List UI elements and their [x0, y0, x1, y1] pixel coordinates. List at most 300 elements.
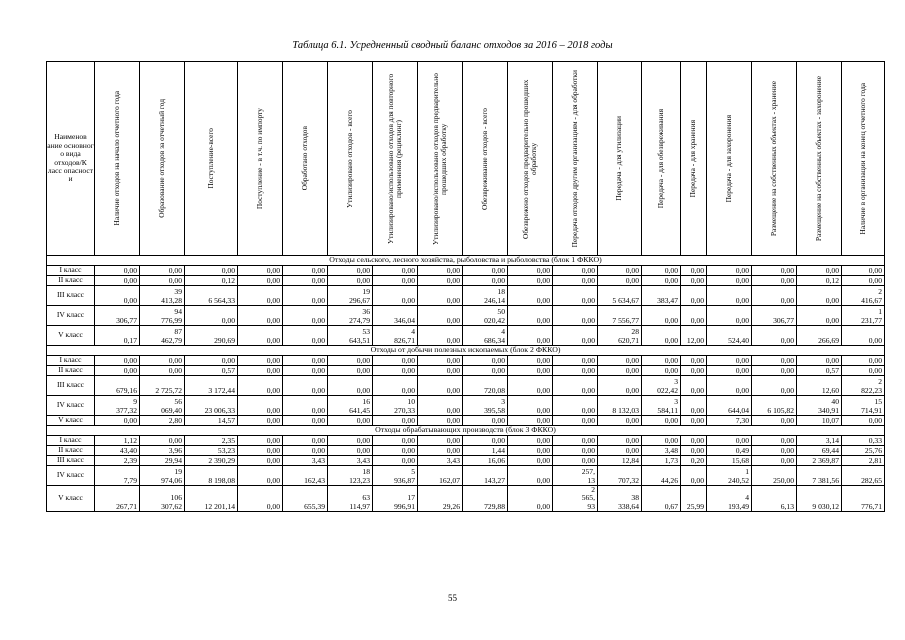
- value-cell: 0,00: [238, 466, 283, 486]
- value-cell: 0,00: [238, 306, 283, 326]
- value-cell: 25,76: [842, 446, 885, 456]
- value-cell: 0,00: [553, 436, 598, 446]
- table-row: [47, 276, 885, 286]
- value-cell: 0,57: [185, 366, 238, 376]
- value-cell: 12,84: [598, 456, 642, 466]
- column-header-text: Передача - для утилизации: [614, 116, 624, 201]
- value-cell: 0,00: [283, 436, 328, 446]
- column-header: [553, 62, 598, 256]
- hazard-class-cell: V класс: [47, 416, 95, 426]
- value-cell: 0,00: [508, 486, 553, 512]
- value-cell: 3 022,42: [642, 376, 681, 396]
- value-cell: 0,00: [463, 356, 508, 366]
- value-cell: 0,00: [283, 356, 328, 366]
- value-cell: 2,81: [842, 456, 885, 466]
- hazard-class-cell: I класс: [47, 436, 95, 446]
- value-cell: 0,00: [95, 356, 140, 366]
- value-cell: 0,00: [508, 446, 553, 456]
- value-cell: 0,00: [508, 396, 553, 416]
- value-cell: 257, 13: [553, 466, 598, 486]
- value-cell: 0,00: [598, 446, 642, 456]
- table-row: [47, 376, 885, 396]
- hazard-class-cell: II класс: [47, 276, 95, 286]
- value-cell: 0,00: [553, 416, 598, 426]
- value-cell: 0,00: [642, 356, 681, 366]
- column-header: [283, 62, 328, 256]
- value-cell: 6 564,33: [185, 286, 238, 306]
- section-label: Отходы обрабатывающих производств (блок 3 ФККО): [47, 426, 885, 436]
- value-cell: 0,00: [508, 366, 553, 376]
- value-cell: 0,00: [185, 266, 238, 276]
- value-cell: 0,00: [373, 266, 418, 276]
- row-label-header: [47, 62, 95, 256]
- value-cell: 3,14: [797, 436, 842, 446]
- value-cell: 0,00: [707, 276, 752, 286]
- value-cell: 0,00: [598, 416, 642, 426]
- value-cell: 0,17: [95, 326, 140, 346]
- value-cell: 15,68: [707, 456, 752, 466]
- column-header-text: Передача отходов другим организациям - для обработки: [569, 69, 579, 248]
- value-cell: 0,00: [681, 366, 707, 376]
- value-cell: 1,73: [642, 456, 681, 466]
- value-cell: 0,00: [95, 366, 140, 376]
- value-cell: 0,00: [373, 286, 418, 306]
- value-cell: 0,00: [418, 306, 463, 326]
- value-cell: 0,00: [681, 286, 707, 306]
- hazard-class-cell: IV класс: [47, 306, 95, 326]
- value-cell: 16 641,45: [328, 396, 373, 416]
- value-cell: 0,00: [752, 436, 797, 446]
- value-cell: 0,00: [418, 376, 463, 396]
- value-cell: 0,00: [681, 266, 707, 276]
- value-cell: 0,00: [283, 326, 328, 346]
- value-cell: 2,80: [140, 416, 185, 426]
- value-cell: 0,00: [752, 376, 797, 396]
- value-cell: 0,00: [418, 286, 463, 306]
- value-cell: 0,00: [373, 366, 418, 376]
- value-cell: 10 270,33: [373, 396, 418, 416]
- page-number: 55: [448, 593, 457, 603]
- value-cell: 0,00: [140, 276, 185, 286]
- value-cell: 0,00: [707, 266, 752, 276]
- column-header: [328, 62, 373, 256]
- value-cell: 15 714,91: [842, 396, 885, 416]
- value-cell: 267,71: [95, 486, 140, 512]
- value-cell: 0,00: [373, 416, 418, 426]
- value-cell: 3 395,58: [463, 396, 508, 416]
- value-cell: 729,88: [463, 486, 508, 512]
- value-cell: 2,39: [95, 456, 140, 466]
- value-cell: 40 340,91: [797, 396, 842, 416]
- value-cell: 63 114,97: [328, 486, 373, 512]
- value-cell: 2,35: [185, 436, 238, 446]
- value-cell: 10,07: [797, 416, 842, 426]
- column-header: [642, 62, 681, 256]
- table-row: [47, 436, 885, 446]
- value-cell: 39 413,28: [140, 286, 185, 306]
- value-cell: 18 246,14: [463, 286, 508, 306]
- hazard-class-cell: IV класс: [47, 466, 95, 486]
- column-header: [95, 62, 140, 256]
- value-cell: 1 231,77: [842, 306, 885, 326]
- value-cell: 0,00: [283, 416, 328, 426]
- table-row: [47, 416, 885, 426]
- value-cell: 0,00: [707, 436, 752, 446]
- column-header-text: Поступление - в т.ч. по импорту: [254, 107, 264, 210]
- row-label-text: Наименов ание основног о вида отходов/К ласс опасност и: [47, 132, 94, 184]
- value-cell: 0,00: [553, 446, 598, 456]
- column-header-text: Поступление-всего: [205, 128, 215, 189]
- value-cell: 25,99: [681, 486, 707, 512]
- value-cell: 2 369,87: [797, 456, 842, 466]
- value-cell: 0,00: [553, 376, 598, 396]
- table-row: [47, 306, 885, 326]
- value-cell: 0,00: [508, 416, 553, 426]
- value-cell: 0,00: [238, 376, 283, 396]
- value-cell: 162,43: [283, 466, 328, 486]
- column-header-text: Передача - для захоронения: [723, 114, 733, 203]
- header-row: [47, 62, 885, 256]
- value-cell: 0,00: [681, 306, 707, 326]
- value-cell: 19 296,67: [328, 286, 373, 306]
- value-cell: 4 686,34: [463, 326, 508, 346]
- value-cell: 0,00: [508, 466, 553, 486]
- value-cell: 0,00: [681, 376, 707, 396]
- value-cell: 266,69: [797, 326, 842, 346]
- column-header-text: Утилизировано/использовано отходов предварительно прошедших обработку: [430, 72, 448, 245]
- value-cell: 0,00: [238, 356, 283, 366]
- value-cell: 0,00: [797, 356, 842, 366]
- value-cell: 0,00: [140, 436, 185, 446]
- hazard-class-cell: II класс: [47, 446, 95, 456]
- value-cell: 0,00: [463, 276, 508, 286]
- value-cell: 0,00: [842, 326, 885, 346]
- value-cell: 0,00: [681, 416, 707, 426]
- column-header: [185, 62, 238, 256]
- value-cell: 0,00: [842, 366, 885, 376]
- value-cell: 0,00: [418, 356, 463, 366]
- table-row: [47, 486, 885, 512]
- column-header-text: Обезвреживание отходов - всего: [479, 107, 489, 210]
- value-cell: 0,00: [328, 266, 373, 276]
- section-row: [47, 346, 885, 356]
- value-cell: 0,00: [642, 266, 681, 276]
- value-cell: 0,00: [373, 436, 418, 446]
- value-cell: 3 172,44: [185, 376, 238, 396]
- column-header-text: Наличие отходов на начало отчетного года: [111, 91, 121, 226]
- value-cell: 0,00: [238, 446, 283, 456]
- value-cell: 0,00: [508, 266, 553, 276]
- value-cell: 0,00: [238, 366, 283, 376]
- value-cell: 0,00: [598, 356, 642, 366]
- column-header: [418, 62, 463, 256]
- value-cell: 17 996,91: [373, 486, 418, 512]
- value-cell: 6 105,82: [752, 396, 797, 416]
- value-cell: 0,00: [238, 436, 283, 446]
- column-header-text: Образование отходов за отчетный год: [156, 99, 166, 218]
- value-cell: 0,00: [598, 266, 642, 276]
- value-cell: 0,00: [681, 436, 707, 446]
- value-cell: 0,00: [418, 266, 463, 276]
- value-cell: 16,06: [463, 456, 508, 466]
- value-cell: 720,08: [463, 376, 508, 396]
- value-cell: 0,00: [642, 326, 681, 346]
- column-header: [598, 62, 642, 256]
- column-header: [373, 62, 418, 256]
- value-cell: 0,00: [553, 266, 598, 276]
- value-cell: 0,00: [508, 276, 553, 286]
- table-row: [47, 356, 885, 366]
- value-cell: 0,00: [373, 356, 418, 366]
- value-cell: 0,00: [463, 366, 508, 376]
- value-cell: 0,00: [418, 326, 463, 346]
- value-cell: 306,77: [752, 306, 797, 326]
- value-cell: 0,00: [328, 366, 373, 376]
- value-cell: 0,00: [238, 416, 283, 426]
- value-cell: 9 377,32: [95, 396, 140, 416]
- table-row: [47, 286, 885, 306]
- value-cell: 0,00: [508, 356, 553, 366]
- value-cell: 0,00: [553, 326, 598, 346]
- value-cell: 1,12: [95, 436, 140, 446]
- value-cell: 0,00: [842, 266, 885, 276]
- value-cell: 0,00: [508, 456, 553, 466]
- value-cell: 7,79: [95, 466, 140, 486]
- value-cell: 50 020,42: [463, 306, 508, 326]
- value-cell: 346,04: [373, 306, 418, 326]
- value-cell: 306,77: [95, 306, 140, 326]
- value-cell: 94 776,99: [140, 306, 185, 326]
- value-cell: 0,00: [283, 446, 328, 456]
- value-cell: 0,00: [140, 266, 185, 276]
- value-cell: 0,00: [283, 266, 328, 276]
- value-cell: 0,00: [463, 266, 508, 276]
- value-cell: 0,12: [185, 276, 238, 286]
- table-row: [47, 456, 885, 466]
- value-cell: 0,00: [598, 366, 642, 376]
- value-cell: 0,00: [797, 286, 842, 306]
- value-cell: 0,33: [842, 436, 885, 446]
- column-header: [140, 62, 185, 256]
- value-cell: 0,00: [373, 276, 418, 286]
- value-cell: 0,00: [418, 366, 463, 376]
- value-cell: 0,00: [598, 436, 642, 446]
- value-cell: 0,00: [842, 276, 885, 286]
- value-cell: 383,47: [642, 286, 681, 306]
- value-cell: 0,00: [328, 276, 373, 286]
- section-label: Отходы сельского, лесного хозяйства, рыболовства и рыболовства (блок 1 ФККО): [47, 256, 885, 266]
- value-cell: 0,12: [797, 276, 842, 286]
- value-cell: 0,00: [553, 306, 598, 326]
- column-header: [707, 62, 752, 256]
- value-cell: 0,00: [238, 456, 283, 466]
- value-cell: 0,00: [418, 396, 463, 416]
- value-cell: 44,26: [642, 466, 681, 486]
- column-header-text: Передача - для обезвреживания: [655, 108, 665, 209]
- column-header-text: Наличие в организации на конец отчетного года: [857, 82, 867, 235]
- table-row: [47, 326, 885, 346]
- hazard-class-cell: III класс: [47, 376, 95, 396]
- value-cell: 29,94: [140, 456, 185, 466]
- value-cell: 0,00: [553, 366, 598, 376]
- section-row: [47, 256, 885, 266]
- hazard-class-cell: I класс: [47, 266, 95, 276]
- value-cell: 0,00: [95, 266, 140, 276]
- table-row: [47, 366, 885, 376]
- value-cell: 87 462,79: [140, 326, 185, 346]
- value-cell: 0,00: [238, 396, 283, 416]
- value-cell: 8 132,03: [598, 396, 642, 416]
- table-title: Таблица 6.1. Усредненный сводный баланс отходов за 2016 – 2018 годы: [292, 40, 613, 51]
- value-cell: 8 198,08: [185, 466, 238, 486]
- column-header-text: Обработано отходов: [299, 126, 309, 191]
- value-cell: 0,00: [238, 326, 283, 346]
- value-cell: 12,60: [797, 376, 842, 396]
- hazard-class-cell: III класс: [47, 286, 95, 306]
- value-cell: 0,00: [642, 306, 681, 326]
- value-cell: 143,27: [463, 466, 508, 486]
- value-cell: 5 936,87: [373, 466, 418, 486]
- column-header: [752, 62, 797, 256]
- value-cell: 12 201,14: [185, 486, 238, 512]
- value-cell: 0,00: [418, 276, 463, 286]
- value-cell: 679,16: [95, 376, 140, 396]
- value-cell: 4 826,71: [373, 326, 418, 346]
- value-cell: 3,96: [140, 446, 185, 456]
- column-header: [463, 62, 508, 256]
- value-cell: 56 069,40: [140, 396, 185, 416]
- section-row: [47, 426, 885, 436]
- column-header-text: Размещение на собственных объектах - хранение: [768, 80, 778, 237]
- value-cell: 2 416,67: [842, 286, 885, 306]
- value-cell: 0,00: [373, 446, 418, 456]
- value-cell: 0,00: [752, 446, 797, 456]
- value-cell: 0,00: [238, 486, 283, 512]
- value-cell: 0,00: [418, 446, 463, 456]
- value-cell: 0,00: [508, 326, 553, 346]
- value-cell: 3,43: [418, 456, 463, 466]
- value-cell: 0,00: [681, 276, 707, 286]
- value-cell: 0,00: [140, 366, 185, 376]
- value-cell: 53,23: [185, 446, 238, 456]
- value-cell: 3,43: [283, 456, 328, 466]
- value-cell: 0,00: [508, 306, 553, 326]
- value-cell: 0,00: [752, 276, 797, 286]
- value-cell: 7,30: [707, 416, 752, 426]
- value-cell: 1,44: [463, 446, 508, 456]
- value-cell: 2 565, 93: [553, 486, 598, 512]
- value-cell: 0,00: [95, 276, 140, 286]
- value-cell: 2 725,72: [140, 376, 185, 396]
- value-cell: 655,39: [283, 486, 328, 512]
- value-cell: 0,00: [752, 456, 797, 466]
- value-cell: 106 307,62: [140, 486, 185, 512]
- value-cell: 0,00: [418, 436, 463, 446]
- value-cell: 0,00: [598, 276, 642, 286]
- value-cell: 282,65: [842, 466, 885, 486]
- value-cell: 0,00: [95, 286, 140, 306]
- value-cell: 0,00: [598, 376, 642, 396]
- value-cell: 0,20: [681, 456, 707, 466]
- value-cell: 0,00: [752, 356, 797, 366]
- column-header-text: Передача - для хранения: [688, 119, 698, 198]
- value-cell: 14,57: [185, 416, 238, 426]
- value-cell: 3,48: [642, 446, 681, 456]
- value-cell: 0,57: [797, 366, 842, 376]
- value-cell: 0,00: [752, 266, 797, 276]
- column-header: [508, 62, 553, 256]
- column-header: [797, 62, 842, 256]
- table-row: [47, 466, 885, 486]
- value-cell: 0,00: [283, 276, 328, 286]
- value-cell: 0,00: [508, 376, 553, 396]
- value-cell: 2 390,29: [185, 456, 238, 466]
- hazard-class-cell: V класс: [47, 326, 95, 346]
- value-cell: 0,00: [681, 396, 707, 416]
- value-cell: 0,00: [752, 286, 797, 306]
- value-cell: 0,00: [328, 376, 373, 396]
- column-header-text: Утилизировано отходов - всего: [344, 109, 354, 208]
- hazard-class-cell: V класс: [47, 486, 95, 512]
- value-cell: 23 006,33: [185, 396, 238, 416]
- value-cell: 36 274,79: [328, 306, 373, 326]
- value-cell: 290,69: [185, 326, 238, 346]
- value-cell: 69,44: [797, 446, 842, 456]
- value-cell: 644,04: [707, 396, 752, 416]
- value-cell: 0,00: [95, 416, 140, 426]
- value-cell: 0,00: [463, 436, 508, 446]
- value-cell: 0,00: [283, 396, 328, 416]
- value-cell: 9 030,12: [797, 486, 842, 512]
- value-cell: 0,00: [752, 416, 797, 426]
- value-cell: 0,00: [681, 466, 707, 486]
- value-cell: 0,00: [140, 356, 185, 366]
- value-cell: 0,00: [373, 376, 418, 396]
- value-cell: 0,00: [283, 366, 328, 376]
- value-cell: 162,07: [418, 466, 463, 486]
- value-cell: 0,00: [553, 396, 598, 416]
- value-cell: 0,00: [553, 276, 598, 286]
- value-cell: 0,00: [842, 356, 885, 366]
- value-cell: 0,00: [238, 276, 283, 286]
- value-cell: 18 123,23: [328, 466, 373, 486]
- value-cell: 53 643,51: [328, 326, 373, 346]
- hazard-class-cell: III класс: [47, 456, 95, 466]
- value-cell: 0,00: [681, 446, 707, 456]
- value-cell: 0,00: [328, 356, 373, 366]
- column-header-text: Размещение на собственных объектах - захоронение: [813, 75, 823, 242]
- value-cell: 7 381,56: [797, 466, 842, 486]
- value-cell: 0,00: [418, 416, 463, 426]
- column-header: [842, 62, 885, 256]
- waste-balance-table: [46, 61, 885, 512]
- value-cell: 5 634,67: [598, 286, 642, 306]
- column-header-text: Утилизировано/использовано отходов для повторного применения (рециклинг): [385, 73, 403, 244]
- value-cell: 776,71: [842, 486, 885, 512]
- value-cell: 38 338,64: [598, 486, 642, 512]
- value-cell: 0,00: [797, 306, 842, 326]
- value-cell: 0,00: [238, 286, 283, 306]
- value-cell: 19 974,06: [140, 466, 185, 486]
- table-row: [47, 266, 885, 276]
- value-cell: 0,00: [328, 416, 373, 426]
- hazard-class-cell: I класс: [47, 356, 95, 366]
- value-cell: 0,00: [642, 416, 681, 426]
- column-header: [238, 62, 283, 256]
- value-cell: 43,40: [95, 446, 140, 456]
- value-cell: 6,13: [752, 486, 797, 512]
- value-cell: 0,00: [283, 376, 328, 396]
